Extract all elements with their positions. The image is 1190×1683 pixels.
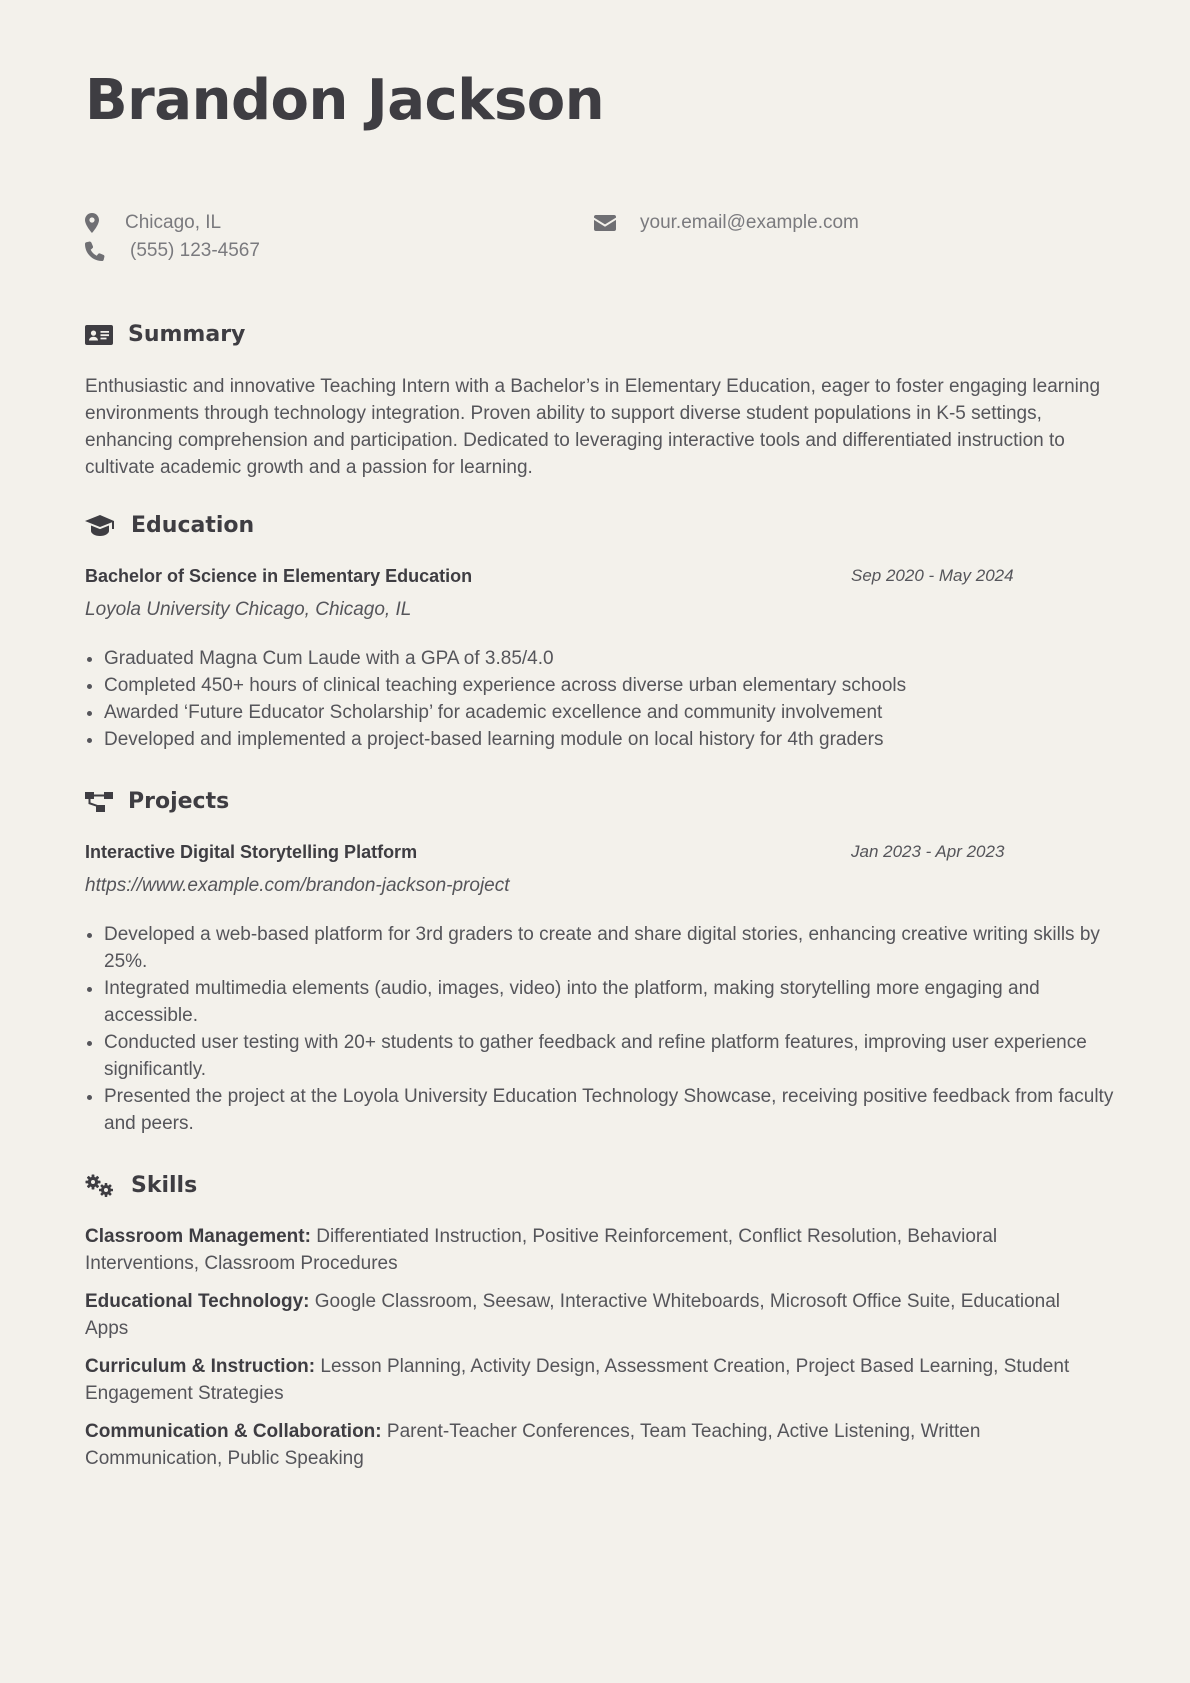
location-text: Chicago, IL bbox=[125, 212, 222, 233]
skill-label: Classroom Management: bbox=[85, 1226, 311, 1247]
contact-email[interactable] bbox=[594, 212, 859, 234]
skills-title: Skills bbox=[131, 1173, 198, 1198]
contact-phone bbox=[85, 240, 260, 262]
education-degree: Bachelor of Science in Elementary Education bbox=[85, 566, 473, 586]
skill-label: Educational Technology: bbox=[85, 1291, 310, 1312]
contact-location bbox=[85, 212, 221, 234]
skill-value: Google Classroom, Seesaw, Interactive Whiteboards, Microsoft Office Suite, Educational Apps bbox=[85, 1291, 1061, 1339]
skills-heading bbox=[85, 1173, 197, 1198]
email-text[interactable]: your.email@example.com bbox=[640, 212, 859, 233]
list-item: • Integrated multimedia elements (audio, images, video) into the platform, making storytelling more engaging and accessible. bbox=[104, 975, 1124, 1029]
education-title: Education bbox=[131, 513, 255, 538]
projects-title: Projects bbox=[128, 789, 230, 814]
education-heading bbox=[85, 513, 254, 538]
list-item: • Developed and implemented a project-based learning module on local history for 4th graders bbox=[104, 726, 1124, 753]
graduation-cap-icon bbox=[85, 515, 115, 537]
map-marker-icon bbox=[85, 213, 99, 233]
skill-value: Parent-Teacher Conferences, Team Teaching, Active Listening, Written Communication, Public Speaking bbox=[85, 1421, 981, 1469]
project-bullets bbox=[85, 921, 1124, 1137]
skill-row bbox=[85, 1223, 1105, 1277]
phone-text: (555) 123-4567 bbox=[130, 240, 260, 261]
candidate-name: Brandon Jackson bbox=[85, 68, 605, 133]
list-item: • Presented the project at the Loyola University Education Technology Showcase, receiving positive feedback from faculty and peers. bbox=[104, 1083, 1124, 1137]
skill-value: Lesson Planning, Activity Design, Assessment Creation, Project Based Learning, Student Engagement Strategies bbox=[85, 1356, 1070, 1404]
summary-text: Enthusiastic and innovative Teaching Intern with a Bachelor’s in Elementary Education, eager to foster engaging learning environments through technology integration. Proven ability to support diverse student populations in K-5 settings, enhancing comprehension and participation. Dedicated to leveraging interactive tools and differentiated instruction to cultivate academic growth and a passion for learning. bbox=[85, 376, 1101, 478]
list-item: • Conducted user testing with 20+ students to gather feedback and refine platform features, improving user experience significantly. bbox=[104, 1029, 1124, 1083]
project-title: Interactive Digital Storytelling Platform bbox=[85, 842, 418, 862]
list-item: • Graduated Magna Cum Laude with a GPA of 3.85/4.0 bbox=[104, 645, 1124, 672]
list-item: • Developed a web-based platform for 3rd graders to create and share digital stories, enhancing creative writing skills by 25%. bbox=[104, 921, 1124, 975]
skill-row bbox=[85, 1288, 1105, 1342]
list-item: • Awarded ‘Future Educator Scholarship’ for academic excellence and community involvement bbox=[104, 699, 1124, 726]
envelope-icon bbox=[594, 215, 616, 231]
skill-label: Curriculum & Instruction: bbox=[85, 1356, 316, 1377]
list-item: • Completed 450+ hours of clinical teaching experience across diverse urban elementary schools bbox=[104, 672, 1124, 699]
skill-row bbox=[85, 1353, 1105, 1407]
project-diagram-icon bbox=[85, 791, 113, 813]
cogs-icon bbox=[85, 1174, 115, 1198]
education-dates: Sep 2020 - May 2024 bbox=[851, 566, 1014, 585]
education-school: Loyola University Chicago, Chicago, IL bbox=[85, 599, 412, 620]
skill-label: Communication & Collaboration: bbox=[85, 1421, 382, 1442]
skill-row bbox=[85, 1418, 1105, 1472]
projects-heading bbox=[85, 789, 229, 814]
education-bullets bbox=[85, 645, 1124, 753]
project-dates: Jan 2023 - Apr 2023 bbox=[851, 842, 1005, 861]
summary-title: Summary bbox=[128, 322, 246, 347]
skill-value: Differentiated Instruction, Positive Reinforcement, Conflict Resolution, Behavioral Interventions, Classroom Procedures bbox=[85, 1226, 998, 1274]
phone-icon bbox=[85, 241, 105, 261]
summary-heading bbox=[85, 322, 245, 347]
id-card-icon bbox=[85, 325, 113, 345]
project-url[interactable]: https://www.example.com/brandon-jackson-project bbox=[85, 875, 510, 896]
